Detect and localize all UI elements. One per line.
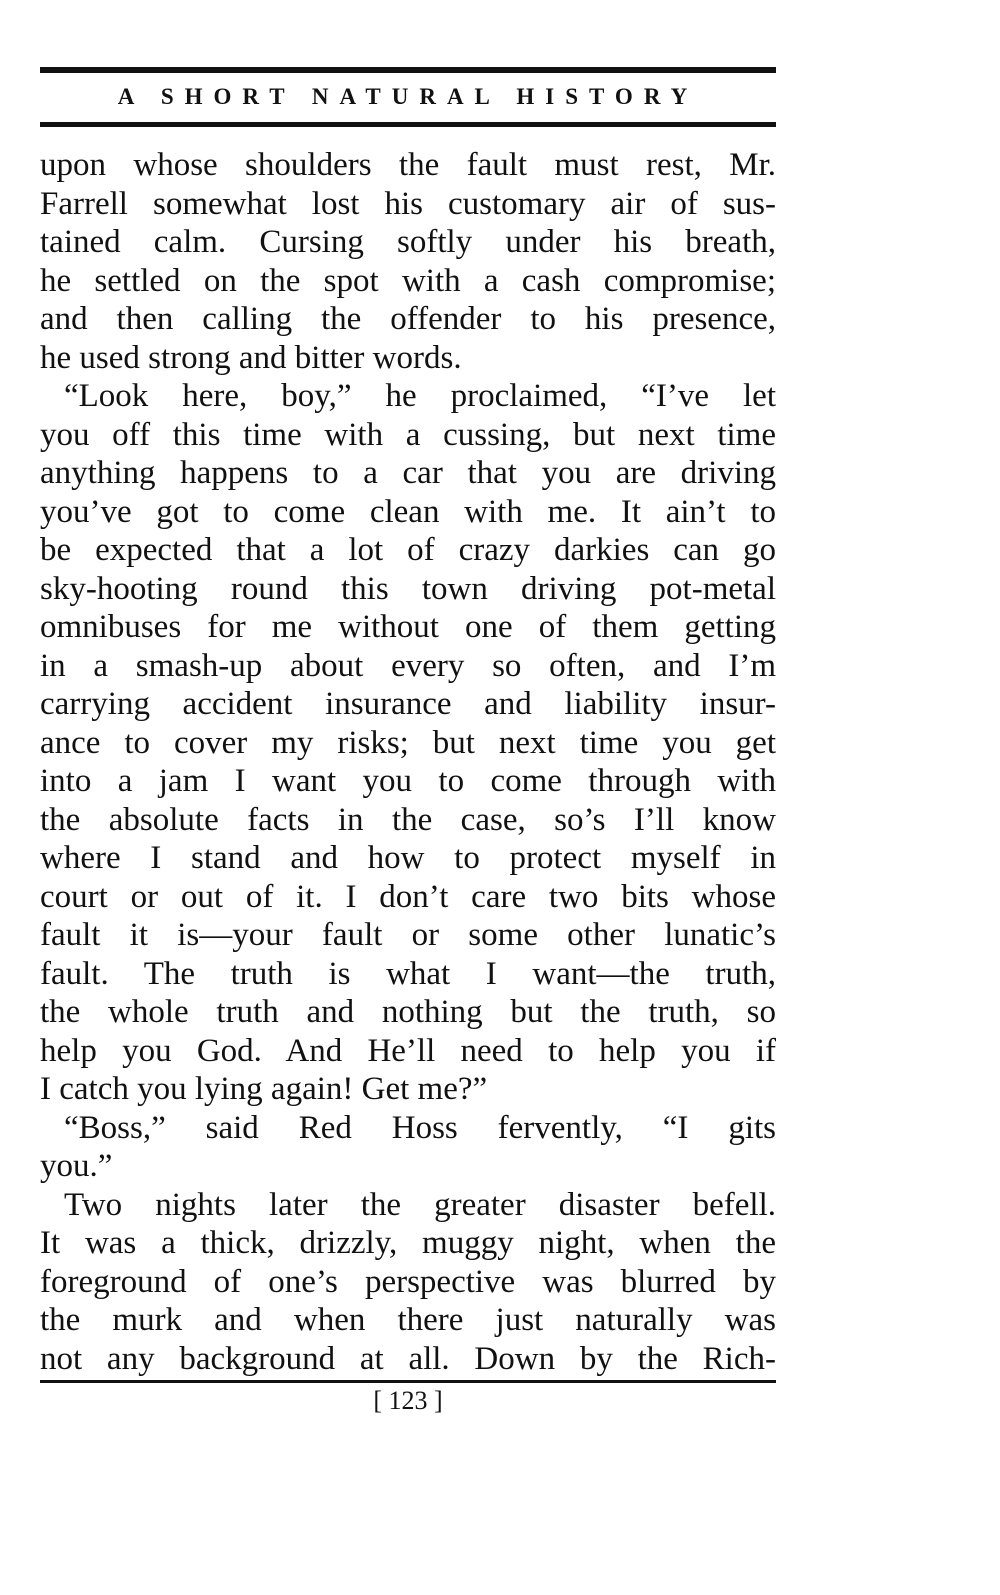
text-line: he used strong and bitter words. [40, 339, 462, 376]
footer-rule [40, 1380, 776, 1383]
body-text [40, 146, 776, 1378]
text-line: and then calling the offender to his presence, [40, 301, 776, 337]
text-line: “Look here, boy,” he proclaimed, “I’ve let [64, 378, 776, 414]
running-head: A SHORT NATURAL HISTORY [117, 84, 699, 109]
text-line: carrying accident insurance and liability insur- [40, 686, 776, 722]
book-page [40, 0, 776, 1595]
text-line: help you God. And He’ll need to help you if [40, 1032, 776, 1069]
text-line: upon whose shoulders the fault must rest, Mr. [40, 147, 776, 183]
text-line: sky-hooting round this town driving pot-metal [40, 570, 776, 607]
text-line: you’ve got to come clean with me. It ain’t to [40, 493, 776, 530]
text-line: court or out of it. I don’t care two bits whose [40, 878, 776, 915]
text-line: in a smash-up about every so often, and I’m [40, 647, 776, 684]
text-line: I catch you lying again! Get me?” [40, 1071, 488, 1107]
text-line: Two nights later the greater disaster befell. [64, 1186, 776, 1223]
text-line: the murk and when there just naturally was [40, 1302, 776, 1338]
text-line: fault. The truth is what I want—the truth, [40, 955, 776, 992]
text-line: where I stand and how to protect myself in [40, 840, 776, 876]
header-rule-bottom [40, 122, 776, 127]
text-line: into a jam I want you to come through with [40, 763, 776, 799]
text-line: “Boss,” said Red Hoss fervently, “I gits [64, 1109, 776, 1146]
text-line: tained calm. Cursing softly under his breath, [40, 224, 776, 260]
text-line: Farrell somewhat lost his customary air of sus- [40, 185, 776, 222]
page-number: [ 123 ] [373, 1386, 443, 1415]
text-line: fault it is—your fault or some other lunatic’s [40, 917, 776, 953]
text-line: he settled on the spot with a cash compromise; [40, 262, 776, 299]
text-line: not any background at all. Down by the Rich- [40, 1340, 776, 1377]
text-line: It was a thick, drizzly, muggy night, when the [40, 1225, 776, 1261]
text-line: be expected that a lot of crazy darkies can go [40, 532, 776, 568]
text-line: you.” [40, 1148, 113, 1184]
header-rule-top [40, 67, 776, 73]
text-line: the whole truth and nothing but the truth, so [40, 994, 776, 1030]
text-line: ance to cover my risks; but next time you get [40, 724, 776, 761]
text-line: you off this time with a cussing, but next time [40, 416, 776, 453]
text-line: anything happens to a car that you are driving [40, 455, 776, 491]
text-line: the absolute facts in the case, so’s I’ll know [40, 801, 776, 838]
text-line: omnibuses for me without one of them getting [40, 609, 776, 645]
text-line: foreground of one’s perspective was blurred by [40, 1263, 776, 1300]
